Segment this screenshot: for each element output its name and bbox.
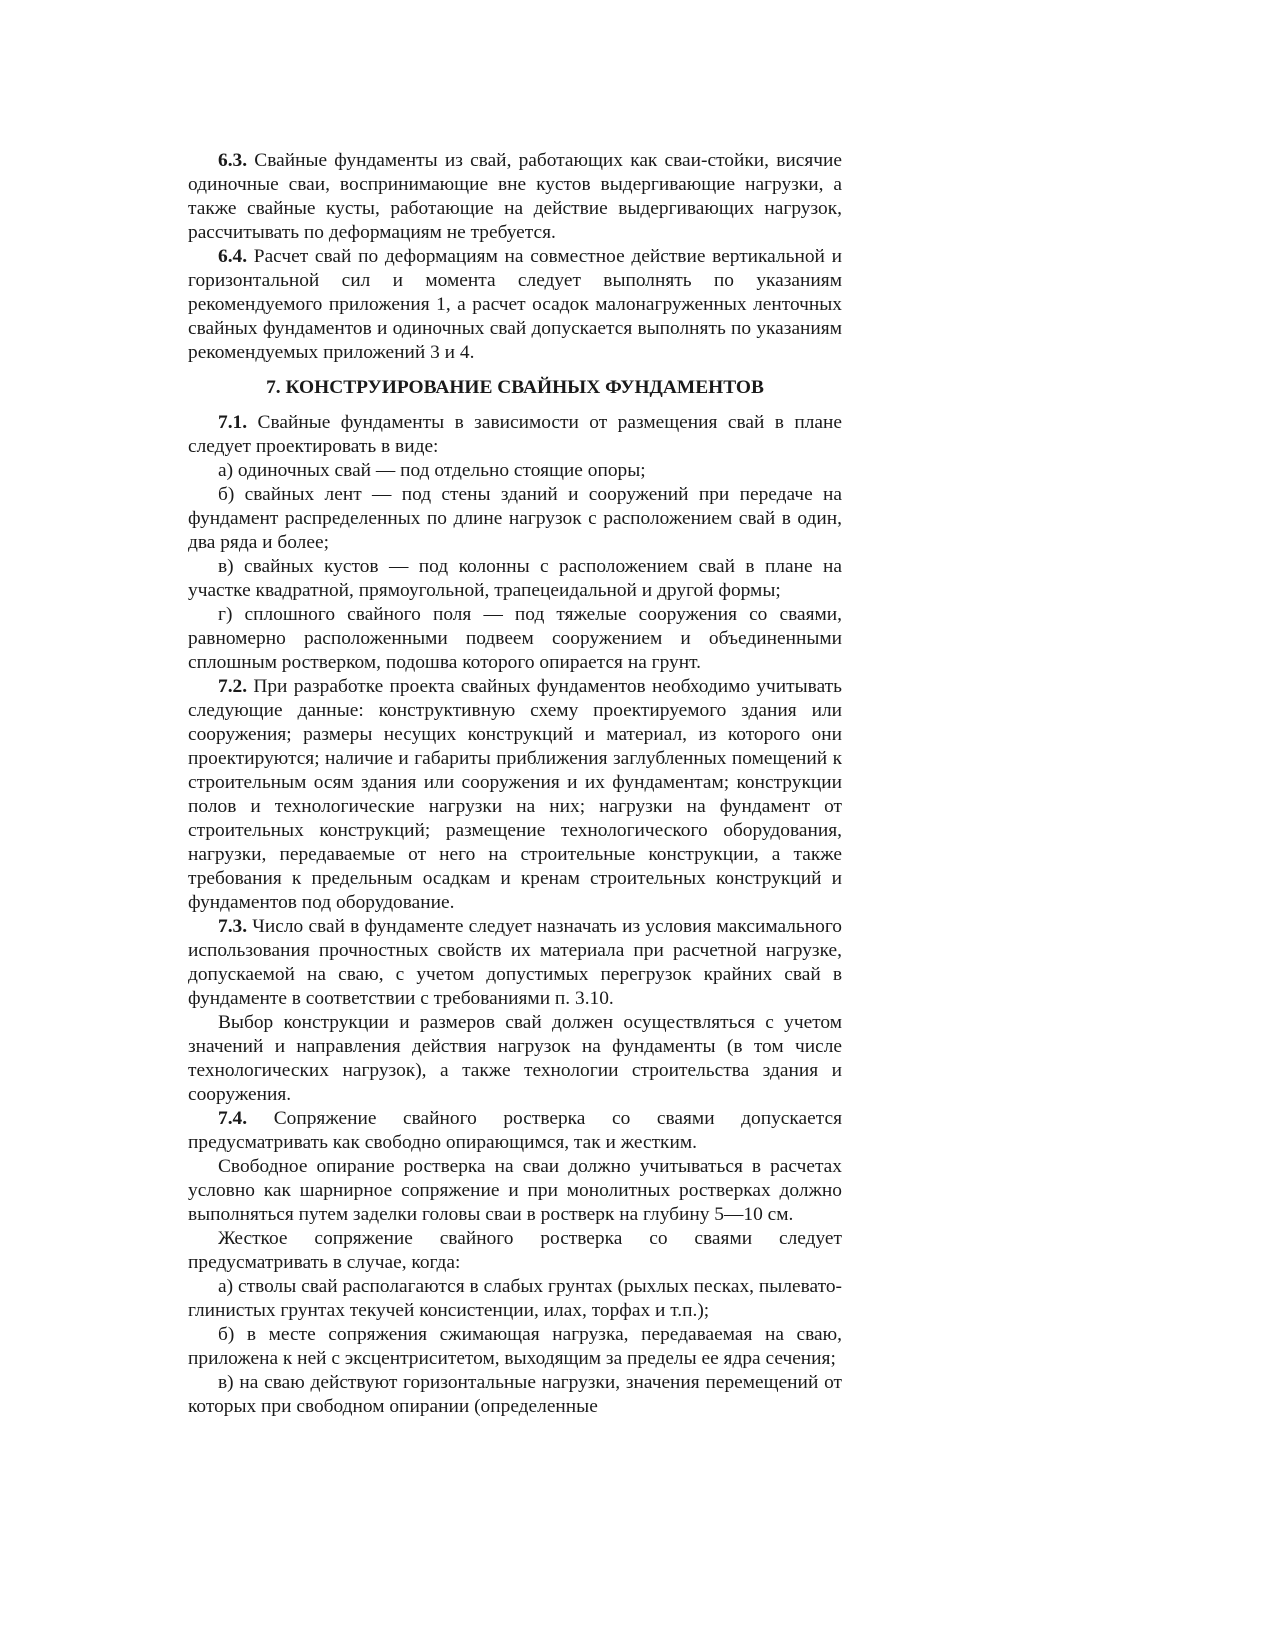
rigid-item-v: [188, 1371, 842, 1419]
clause-number: 7.1.: [218, 412, 248, 433]
document-body: [188, 149, 842, 1419]
paragraph-text: Выбор конструкции и размеров свай должен осуществляться с учетом значений и направления действия нагрузок на фундаменты (в том числе технологических нагрузок), а также технологии строительства здания и сооружения.: [188, 1012, 842, 1105]
clause-number: 6.4.: [218, 246, 248, 267]
clause-number: 6.3.: [218, 150, 248, 171]
paragraph-text: а) стволы свай располагаются в слабых грунтах (рыхлых песках, пылевато-глинистых грунтах текучей консистенции, илах, торфах и т.п.);: [188, 1276, 842, 1321]
paragraph-text: г) сплошного свайного поля — под тяжелые сооружения со сваями, равномерно расположенными подвеем сооружением и объединенными сплошным ростверком, подошва которого опирается на грунт.: [188, 604, 842, 673]
clause-number: 7.2.: [218, 676, 248, 697]
paragraph-text: Число свай в фундаменте следует назначать из условия максимального использования прочностных свойств их материала при расчетной нагрузке, допускаемой на сваю, с учетом допустимых перегрузок крайних свай в фундаменте в соответствии с требованиями п. 3.10.: [188, 916, 842, 1009]
paragraph-text: Свободное опирание ростверка на сваи должно учитываться в расчетах условно как шарнирное сопряжение и при монолитных ростверках должно выполняться путем заделки головы сваи в ростверк на глубину 5—10 см.: [188, 1156, 842, 1225]
clause-number: 7.4.: [218, 1108, 248, 1129]
rigid-item-a: [188, 1275, 842, 1323]
paragraph-7-4: [188, 1107, 842, 1155]
paragraph-text: в) на сваю действуют горизонтальные нагрузки, значения перемещений от которых при свободном опирании (определенные: [188, 1372, 842, 1417]
paragraph-7-2: [188, 675, 842, 915]
paragraph-text: Жесткое сопряжение свайного ростверка со сваями следует предусматривать в случае, когда:: [188, 1228, 842, 1273]
paragraph-7-1: [188, 411, 842, 459]
paragraph-7-4-rigid: [188, 1227, 842, 1275]
list-item-b: [188, 483, 842, 555]
clause-number: 7.3.: [218, 916, 248, 937]
list-item-g: [188, 603, 842, 675]
list-item-a: [188, 459, 842, 483]
paragraph-6-3: [188, 149, 842, 245]
paragraph-text: Сопряжение свайного ростверка со сваями допускается предусматривать как свободно опирающимся, так и жестким.: [188, 1108, 842, 1153]
paragraph-text: Расчет свай по деформациям на совместное действие вертикальной и горизонтальной сил и момента следует выполнять по указаниям рекомендуемого приложения 1, а расчет осадок малонагруженных ленточных свайных фундаментов и одиночных свай допускается выполнять по указаниям рекомендуемых приложений 3 и 4.: [188, 246, 842, 363]
paragraph-text: в) свайных кустов — под колонны с расположением свай в плане на участке квадратной, прямоугольной, трапецеидальной и другой формы;: [188, 556, 842, 601]
paragraph-7-3-cont: [188, 1011, 842, 1107]
paragraph-text: а) одиночных свай — под отдельно стоящие опоры;: [218, 460, 646, 481]
paragraph-7-3: [188, 915, 842, 1011]
paragraph-text: б) свайных лент — под стены зданий и сооружений при передаче на фундамент распределенных по длине нагрузок с расположением свай в один, два ряда и более;: [188, 484, 842, 553]
list-item-v: [188, 555, 842, 603]
paragraph-6-4: [188, 245, 842, 365]
paragraph-7-4-free: [188, 1155, 842, 1227]
paragraph-text: б) в месте сопряжения сжимающая нагрузка, передаваемая на сваю, приложена к ней с эксцентриситетом, выходящим за пределы ее ядра сечения;: [188, 1324, 842, 1369]
paragraph-text: При разработке проекта свайных фундаментов необходимо учитывать следующие данные: конструктивную схему проектируемого здания или сооружения; размеры несущих конструкций и материал, из которого они проектируются; наличие и габариты приближения заглубленных помещений к строительным осям здания или сооружения и их фундаментам; конструкции полов и технологические нагрузки на них; нагрузки на фундамент от строительных конструкций; размещение технологического оборудования, нагрузки, передаваемые от него на строительные конструкции, а также требования к предельным осадкам и кренам строительных конструкций и фундаментов под оборудование.: [188, 676, 842, 913]
paragraph-text: Свайные фундаменты в зависимости от размещения свай в плане следует проектировать в виде:: [188, 412, 842, 457]
paragraph-text: Свайные фундаменты из свай, работающих как сваи-стойки, висячие одиночные сваи, воспринимающие вне кустов выдергивающие нагрузки, а также свайные кусты, работающие на действие выдергивающих нагрузок, рассчитывать по деформациям не требуется.: [188, 150, 842, 243]
section-7-heading: 7. КОНСТРУИРОВАНИЕ СВАЙНЫХ ФУНДАМЕНТОВ: [266, 377, 764, 398]
rigid-item-b: [188, 1323, 842, 1371]
